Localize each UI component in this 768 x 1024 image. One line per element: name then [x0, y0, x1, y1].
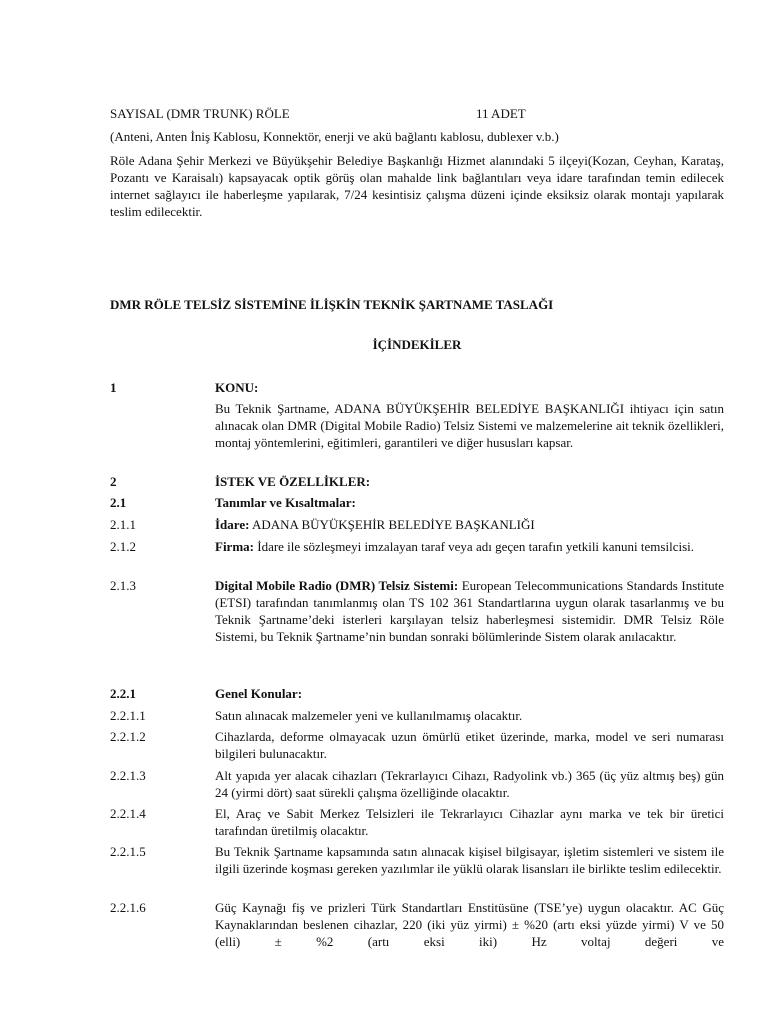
section-number: 1	[110, 380, 117, 395]
definition-text	[215, 516, 724, 533]
section-text: Alt yapıda yer alacak cihazları (Tekrarlayıcı Cihazı, Radyolink vb.) 365 (üç yüz altmış beş) gün 24 (yirmi dört) saat sürekli çalışma özelliğinde olacaktır.	[215, 768, 724, 800]
section-number: 2.1.3	[110, 578, 136, 593]
section-number: 2.2.1.6	[110, 900, 146, 915]
section-text: Bu Teknik Şartname, ADANA BÜYÜKŞEHİR BELEDİYE BAŞKANLIĞI ihtiyacı için satın alınacak olan DMR (Digital Mobile Radio) Telsiz Sistemi ve malzemelerine ait teknik özellikleri, montaj yöntemlerini, eğitimleri, garantileri ve diğer hususları kapsar.	[215, 401, 724, 450]
section-title: Genel Konular:	[215, 686, 303, 701]
document-title: DMR RÖLE TELSİZ SİSTEMİNE İLİŞKİN TEKNİK ŞARTNAME TASLAĞI	[110, 297, 554, 312]
section-number: 2.2.1.5	[110, 844, 146, 859]
section-number: 2.2.1.2	[110, 729, 146, 744]
section-text: El, Araç ve Sabit Merkez Telsizleri ile Tekrarlayıcı Cihazlar aynı marka ve tek bir üretici tarafından üretilmiş olacaktır.	[215, 806, 724, 838]
accessories-note: (Anteni, Anten İniş Kablosu, Konnektör, enerji ve akü bağlantı kablosu, dublexer v.b.)	[110, 129, 559, 144]
section-number: 2.2.1.1	[110, 708, 146, 723]
definition-body: ADANA BÜYÜKŞEHİR BELEDİYE BAŞKANLIĞI	[249, 517, 535, 532]
definition-term: Digital Mobile Radio (DMR) Telsiz Sistemi:	[215, 578, 459, 593]
toc-title: İÇİNDEKİLER	[372, 337, 462, 352]
definition-term: Firma:	[215, 539, 254, 554]
item-quantity: 11 ADET	[476, 106, 526, 121]
intro-paragraph: Röle Adana Şehir Merkezi ve Büyükşehir Belediye Başkanlığı Hizmet alanındaki 5 ilçeyi(Kozan, Ceyhan, Karataş, Pozantı ve Karaisalı) kapsayacak optik görüş olan mahalde link bağlantıları veya idare tarafından temin edilecek internet sağlayıcı ile haberleşme yapılarak, 7/24 kesintisiz çalışma düzeni içinde eksiksiz olarak montajı yapılarak teslim edilecektir.	[110, 153, 724, 219]
section-text: Satın alınacak malzemeler yeni ve kullanılmamış olacaktır.	[215, 708, 523, 723]
section-number: 2.1	[110, 495, 127, 510]
section-title: KONU:	[215, 380, 259, 395]
section-text: Cihazlarda, deforme olmayacak uzun ömürlü etiket üzerinde, marka, model ve seri numarası bilgileri bulunacaktır.	[215, 729, 724, 761]
section-number: 2.1.1	[110, 517, 136, 532]
definition-body: İdare ile sözleşmeyi imzalayan taraf veya adı geçen tarafın yetkili kanuni temsilcisi.	[253, 539, 694, 554]
item-name: SAYISAL (DMR TRUNK) RÖLE	[110, 106, 290, 121]
section-title: Tanımlar ve Kısaltmalar:	[215, 495, 356, 510]
definition-text	[215, 538, 724, 555]
definition-text	[215, 577, 724, 645]
definition-body: European Telecommunications Standards Institute (ETSI) tarafından tanımlanmış olan TS 102 361 Standartlarına uygun olarak tasarlanmış ve bu Teknik Şartname’deki isterleri karşılayan telsiz haberleşmesi sistemidir. DMR Telsiz Röle Sistemi, bu Teknik Şartname’nin bundan sonraki bölümlerinde Sistem olarak anılacaktır.	[215, 578, 724, 644]
section-number: 2	[110, 474, 117, 489]
section-text: Bu Teknik Şartname kapsamında satın alınacak kişisel bilgisayar, işletim sistemleri ve sistem ile ilgili üzerinde koşması gereken yazılımlar ile yüklü olarak lisansları ile birlikte teslim edilecektir.	[215, 844, 724, 876]
definition-term: İdare:	[215, 517, 250, 532]
section-title: İSTEK VE ÖZELLİKLER:	[215, 474, 371, 489]
section-number: 2.2.1.3	[110, 768, 146, 783]
section-number: 2.2.1.4	[110, 806, 146, 821]
section-number: 2.1.2	[110, 539, 136, 554]
section-text: Güç Kaynağı fiş ve prizleri Türk Standartları Enstitüsüne (TSE’ye) uygun olacaktır. AC Güç Kaynaklarından beslenen cihazlar, 220 (iki yüz yirmi) ± %20 (artı eksi yüzde yirmi) V ve 50 (elli) ± %2 (artı eksi iki) Hz voltaj değeri ve	[215, 900, 724, 949]
section-number: 2.2.1	[110, 686, 136, 701]
